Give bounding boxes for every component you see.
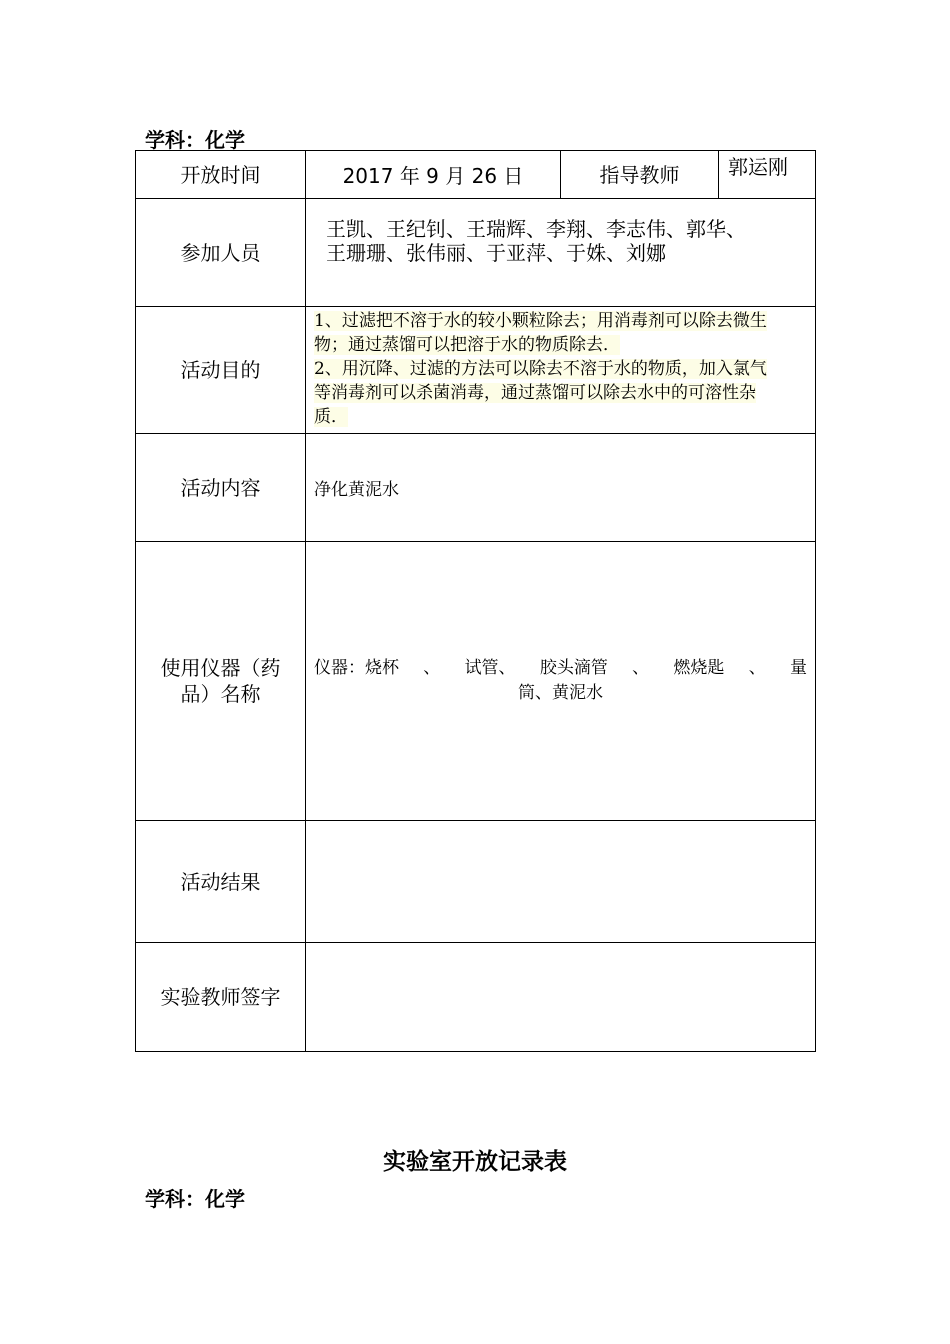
instrument-item: 试管、 bbox=[464, 658, 516, 678]
signature-label: 实验教师签字 bbox=[136, 943, 306, 1052]
participants-value bbox=[306, 199, 816, 307]
teacher-value: 郭运刚 bbox=[719, 151, 816, 199]
instrument-item: 仪器：烧杯 bbox=[314, 658, 399, 678]
instruments-label bbox=[136, 542, 306, 821]
row-participants bbox=[136, 199, 816, 307]
purpose-p2-line-2: 等消毒剂可以杀菌消毒，通过蒸馏可以除去水中的可溶性杂 bbox=[314, 383, 756, 403]
instruments-label-line-2: 品）名称 bbox=[180, 682, 261, 706]
instrument-item: 燃烧匙 bbox=[673, 658, 725, 678]
row-purpose bbox=[136, 307, 816, 434]
content-value: 净化黄泥水 bbox=[306, 434, 816, 542]
row-content bbox=[136, 434, 816, 542]
instrument-item: 量 bbox=[789, 658, 807, 678]
row-instruments bbox=[136, 542, 816, 821]
instruments-value bbox=[306, 542, 816, 821]
instrument-item: 胶头滴管 bbox=[539, 658, 608, 678]
instruments-label-line-1: 使用仪器（药 bbox=[160, 656, 281, 680]
open-time-label: 开放时间 bbox=[136, 151, 306, 199]
participants-label: 参加人员 bbox=[136, 199, 306, 307]
result-value bbox=[306, 821, 816, 943]
instruments-line-1 bbox=[314, 656, 807, 681]
lab-open-record-table bbox=[135, 150, 816, 1052]
subject-heading: 学科：化学 bbox=[145, 128, 245, 152]
instrument-item: 、 bbox=[748, 658, 766, 678]
result-label: 活动结果 bbox=[136, 821, 306, 943]
purpose-p1-line-1: 1、过滤把不溶于水的较小颗粒除去；用消毒剂可以除去微生 bbox=[314, 311, 767, 331]
instruments-line-2: 筒、黄泥水 bbox=[518, 683, 603, 703]
instrument-item: 、 bbox=[632, 658, 650, 678]
participants-line-1: 王凯、王纪钊、王瑞辉、李翔、李志伟、郭华、 bbox=[326, 217, 746, 241]
open-time-value: 2017 年 9 月 26 日 bbox=[306, 151, 561, 199]
second-form-title: 实验室开放记录表 bbox=[383, 1149, 567, 1175]
purpose-p2-line-3: 质． bbox=[314, 407, 348, 427]
purpose-label: 活动目的 bbox=[136, 307, 306, 434]
second-form-subject-heading: 学科：化学 bbox=[145, 1187, 245, 1211]
content-label: 活动内容 bbox=[136, 434, 306, 542]
row-signature bbox=[136, 943, 816, 1052]
purpose-p2-line-1: 2、用沉降、过滤的方法可以除去不溶于水的物质，加入氯气 bbox=[314, 359, 767, 379]
purpose-value bbox=[306, 307, 816, 434]
participants-line-2: 王珊珊、张伟丽、于亚萍、于姝、刘娜 bbox=[326, 241, 666, 265]
signature-value bbox=[306, 943, 816, 1052]
teacher-label: 指导教师 bbox=[561, 151, 719, 199]
row-open-time bbox=[136, 151, 816, 199]
instrument-item: 、 bbox=[423, 658, 441, 678]
row-result bbox=[136, 821, 816, 943]
purpose-p1-line-2: 物；通过蒸馏可以把溶于水的物质除去． bbox=[314, 335, 620, 355]
